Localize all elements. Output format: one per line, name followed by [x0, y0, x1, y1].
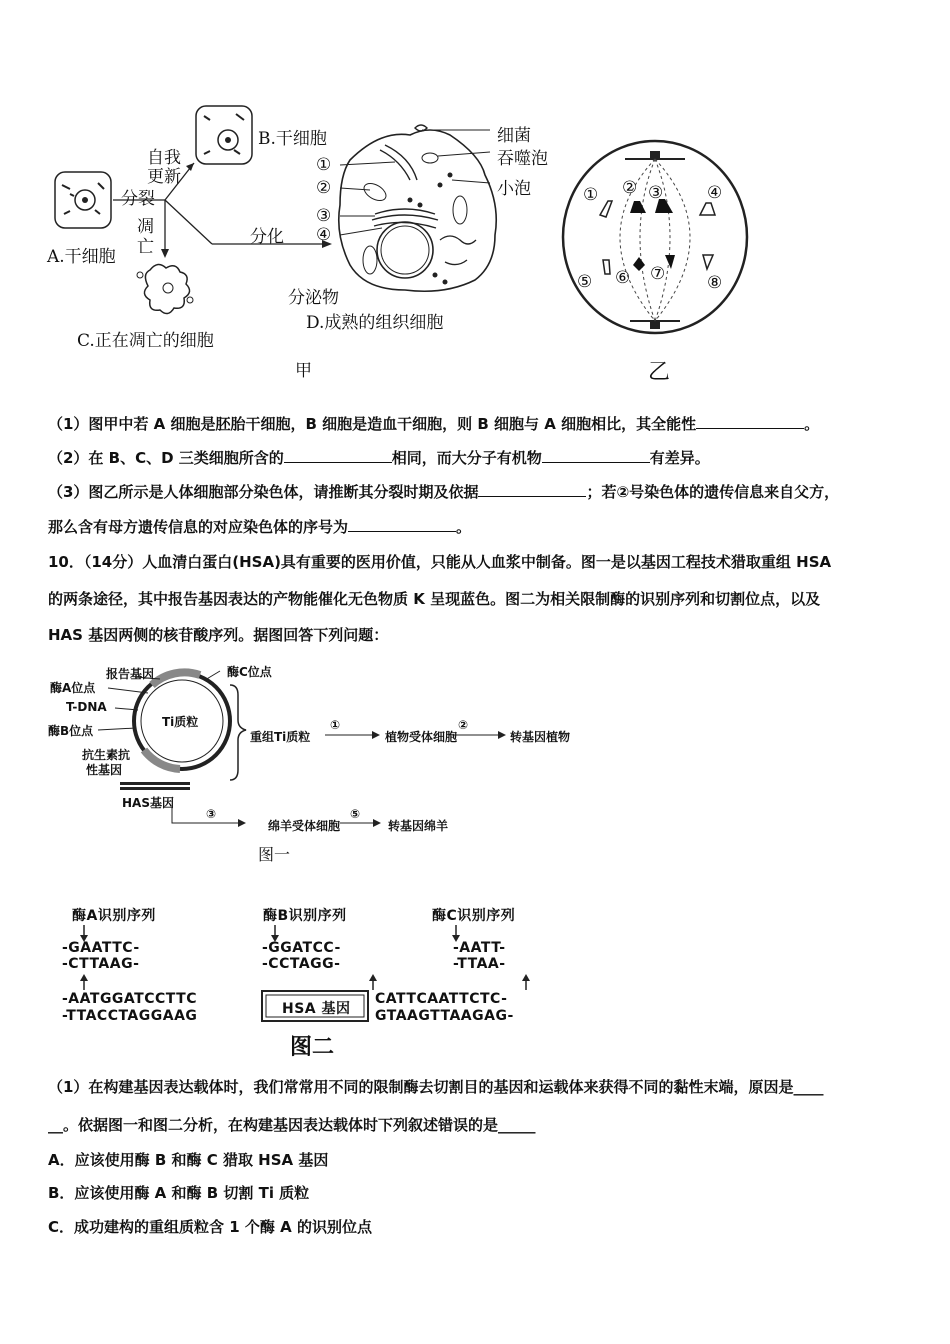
apoptosis-label-2: 亡: [137, 237, 154, 257]
q9-line-4: 那么含有母方遗传信息的对应染色体的序号为 。: [48, 518, 472, 536]
q10-sub-line-2: __。依据图一和图二分析，在构建基因表达载体时下列叙述错误的是_____: [48, 1116, 536, 1134]
q10-line-2: 的两条途径，其中报告基因表达的产物能催化无色物质 K 呈现蓝色。图二为相关限制酶的识别序列和切割位点，以及: [48, 590, 821, 608]
enzyme-c-title: 酶C识别序列: [432, 908, 516, 924]
q9-line-1: （1）图甲中若 A 细胞是胚胎干细胞，B 细胞是造血干细胞，则 B 细胞与 A 细胞相比，其全能性 。: [48, 415, 820, 433]
chromosome-5-label: ⑤: [577, 272, 593, 292]
figure-yi-caption: 乙: [648, 360, 671, 385]
organelle-4-label: ④: [316, 225, 332, 245]
cell-c-label: C.正在凋亡的细胞: [77, 331, 214, 351]
option-a[interactable]: A．应该使用酶 B 和酶 C 猎取 HSA 基因: [48, 1151, 329, 1169]
figure-2-caption: 图二: [290, 1035, 335, 1060]
antibiotic-gene-label-2: 性基因: [86, 763, 123, 777]
right-flank-top-seq: CATTCAATTCTC-: [375, 991, 508, 1007]
enzyme-a-title: 酶A识别序列: [72, 908, 156, 924]
sheep-cell-label: 绵羊受体细胞: [268, 819, 341, 833]
answer-blank-1[interactable]: [696, 413, 804, 429]
enzyme-a-top-seq: -GAATTC-: [62, 940, 140, 956]
chromosome-1-label: ①: [583, 185, 599, 205]
right-flank-bottom-seq: GTAAGTTAAGAG-: [375, 1008, 514, 1024]
enzyme-c-site-label: 酶C位点: [227, 665, 272, 679]
phagosome-label: 吞噬泡: [497, 149, 548, 169]
enzyme-b-top-seq: -GGATCC-: [262, 940, 341, 956]
figure-jia-caption: 甲: [295, 361, 312, 381]
chromosome-3-label: ③: [648, 183, 664, 203]
transgenic-sheep-label: 转基因绵羊: [388, 819, 449, 833]
recombinant-ti-label: 重组Ti质粒: [250, 730, 311, 744]
enzyme-c-bottom-seq: -TTAA-: [453, 956, 506, 972]
chromosome-8-label: ⑧: [707, 273, 723, 293]
step-1-label: ①: [330, 718, 341, 732]
organelle-2-label: ②: [316, 178, 332, 198]
figure-1-caption: 图一: [258, 845, 291, 864]
enzyme-a-site-label: 酶A位点: [50, 681, 96, 695]
antibiotic-gene-label-1: 抗生素抗: [82, 748, 131, 762]
option-c[interactable]: C．成功建构的重组质粒含 1 个酶 A 的识别位点: [48, 1218, 372, 1236]
enzyme-a-bottom-seq: -CTTAAG-: [62, 956, 140, 972]
answer-blank-2[interactable]: [284, 447, 392, 463]
divide-label: 分裂: [121, 189, 155, 209]
apoptosis-label-1: 凋: [137, 217, 154, 237]
cell-d-label: D.成熟的组织细胞: [306, 313, 444, 333]
has-gene-label: HAS基因: [122, 796, 174, 810]
chromosome-2-label: ②: [622, 178, 638, 198]
hsa-gene-box: HSA 基因: [282, 1001, 351, 1017]
figure-yi-drawing: [555, 135, 755, 345]
answer-blank-3[interactable]: [542, 447, 650, 463]
chromosome-4-label: ④: [707, 183, 723, 203]
organelle-3-label: ③: [316, 206, 332, 226]
left-flank-top-seq: -AATGGATCCTTC: [62, 991, 197, 1007]
step-5-label: ⑤: [350, 807, 361, 821]
ti-plasmid-label: Ti质粒: [162, 715, 199, 729]
differentiate-label: 分化: [250, 227, 284, 247]
self-renew-label-1: 自我: [147, 148, 181, 168]
chromosome-7-label: ⑦: [650, 264, 666, 284]
enzyme-b-bottom-seq: -CCTAGG-: [262, 956, 341, 972]
q9-line-2: （2）在 B、C、D 三类细胞所含的 相同，而大分子有机物 有差异。: [48, 449, 710, 467]
step-2-label: ②: [458, 718, 469, 732]
answer-blank-5[interactable]: [348, 516, 456, 532]
self-renew-label-2: 更新: [147, 167, 181, 187]
enzyme-b-site-label: 酶B位点: [48, 724, 94, 738]
cell-b-label: B.干细胞: [258, 129, 327, 149]
enzyme-b-title: 酶B识别序列: [263, 908, 347, 924]
step-3-label: ③: [206, 807, 217, 821]
q10-line-1: 10．（14分）人血清白蛋白(HSA)具有重要的医用价值，只能从人血浆中制备。图一是以基因工程技术猎取重组 HSA: [48, 553, 832, 571]
left-flank-bottom-seq: -TTACCTAGGAAG: [62, 1008, 198, 1024]
chromosome-6-label: ⑥: [615, 268, 631, 288]
transgenic-plant-label: 转基因植物: [510, 730, 571, 744]
plant-cell-label: 植物受体细胞: [385, 730, 458, 744]
secretion-label: 分泌物: [288, 288, 339, 308]
cell-a-label: A.干细胞: [47, 247, 116, 267]
q9-line-3: （3）图乙所示是人体细胞部分染色体，请推断其分裂时期及依据 ；若②号染色体的遗传信息来自父方，: [48, 483, 840, 501]
q10-sub-line-1: （1）在构建基因表达载体时，我们常常用不同的限制酶去切割目的基因和运载体来获得不同的黏性末端，原因是____: [48, 1078, 824, 1096]
option-b[interactable]: B．应该使用酶 A 和酶 B 切割 Ti 质粒: [48, 1184, 310, 1202]
tdna-label: T-DNA: [66, 700, 107, 714]
vesicle-label: 小泡: [497, 179, 531, 199]
organelle-1-label: ①: [316, 155, 332, 175]
enzyme-c-top-seq: -AATT-: [453, 940, 506, 956]
answer-blank-4[interactable]: [478, 481, 586, 497]
reporter-gene-label: 报告基因: [106, 667, 155, 681]
bacteria-label: 细菌: [497, 126, 531, 146]
q10-line-3: HAS 基因两侧的核苷酸序列。据图回答下列问题：: [48, 626, 389, 644]
